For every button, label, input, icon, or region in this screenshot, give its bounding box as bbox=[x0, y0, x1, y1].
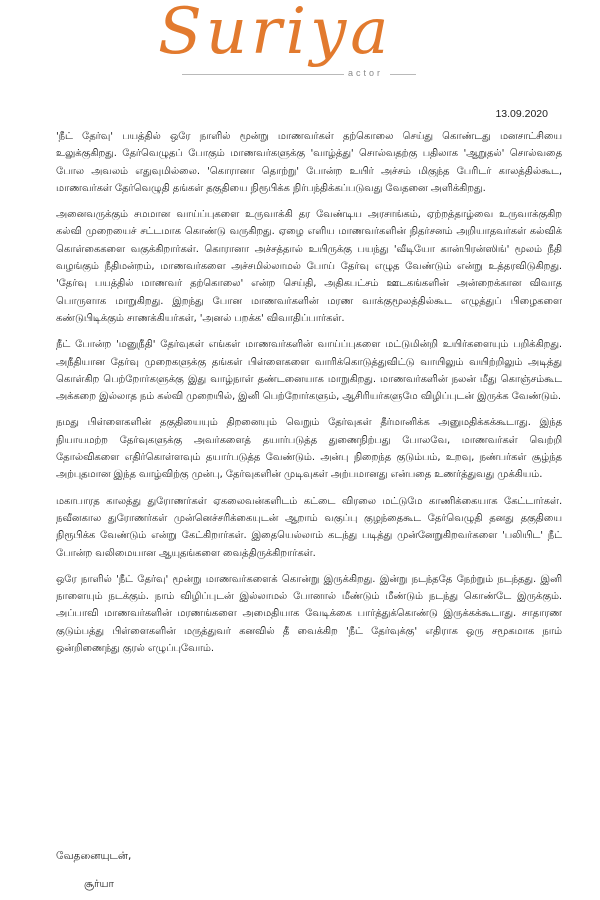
letter-date: 13.09.2020 bbox=[495, 108, 548, 120]
paragraph-6: ஒரே நாளில் 'நீட் தேர்வு' மூன்று மாணவர்களைக் கொன்று இருக்கிறது. இன்று நடந்ததே நேற்றும் நடந்தது. இனி நாளையும் நடக்கும். நாம் விழிப்புடன் இல்லாமல் போனால் மீண்டும் மீண்டும் நடந்து கொண்டே இருக்கும். அப்பாவி மாணவர்களின் மரணங்களை அமைதியாக வேடிக்கை பார்த்துக்கொண்டு இருக்கக்கூடாது. சாதாரண குடும்பத்து பிள்ளைகளின் மருத்துவர் கனவில் தீ வைக்கிற 'நீட் தேர்வுக்கு' எதிராக ஒரு சமூகமாக நாம் ஒன்றிணைந்து குரல் எழுப்புவோம். bbox=[56, 573, 562, 655]
paragraph-4: நமது பிள்ளைகளின் தகுதியையும் திறனையும் வெறும் தேர்வுகள் தீர்மானிக்க அனுமதிக்கக்கூடாது. இந்த நியாயமற்ற தேர்வுகளுக்கு அவர்களைத் தயார்படுத்த துணைநிற்பது போலவே, மாணவர்கள் வெற்றி தோல்விகளை எதிர்கொள்ளவும் தயார்படுத்த வேண்டும். அன்பு நிறைந்த குடும்பம், உறவு, நண்பர்கள் சூழ்ந்த அற்புதமான இந்த வாழ்விற்கு முன்பு, தேர்வுகளின் முடிவுகள் அற்பமானது என்பதை உணர்த்துவது முக்கியம். bbox=[56, 417, 562, 481]
paragraph-5: மகாபாரத காலத்து துரோணர்கள் ஏகலைவன்களிடம் கட்டை விரலை மட்டுமே காணிக்கையாக கேட்டார்கள். நவீனகால துரோணர்கள் முன்னெச்சரிக்கையுடன் ஆறாம் வகுப்பு குழந்தைகூட தேர்வெழுதி தனது தகுதியை நிரூபிக்க வேண்டும் என்று கேட்கிறார்கள். இதையெல்லாம் கடந்து படித்து முன்னேறுகிறவர்களை 'பலியிட' நீட் போன்ற வலிமையான ஆயுதங்களை வைத்திருக்கிறார்கள். bbox=[56, 495, 562, 559]
logo-rule-right bbox=[390, 74, 416, 75]
paragraph-1: 'நீட் தேர்வு' பயத்தில் ஒரே நாளில் மூன்று மாணவர்கள் தற்கொலை செய்து கொண்டது மனசாட்சியை உலுக்குகிறது. தேர்வெழுதப் போகும் மாணவர்களுக்கு 'வாழ்த்து' சொல்வதற்கு பதிலாக 'ஆறுதல்' சொல்வதை போல அவலம் எதுவுமில்லை. 'கொரானா தொற்று' போன்ற உயிர் அச்சம் மிகுந்த பேரிடர் காலத்தில்கூட, மாணவர்கள் தேர்வெழுதி தங்கள் தகுதியை நிரூபிக்க நிர்பந்திக்கப்படுவது வேதனை அளிக்கிறது. bbox=[56, 131, 562, 194]
letter-body bbox=[56, 128, 562, 666]
paragraph-3: நீட் போன்ற 'மனுநீதி' தேர்வுகள் எங்கள் மாணவர்களின் வாய்ப்புகளை மட்டுமின்றி உயிர்களையும் பறிக்கிறது. அநீதியான தேர்வு முறைகளுக்கு தங்கள் பிள்ளைகளை வாரிக்கொடுத்துவிட்டு வாயிலும் வயிற்றிலும் அடித்து கொள்கிற பெற்றோர்களுக்கு இது வாழ்நாள் தண்டனையாக மாறுகிறது. மாணவர்களின் நலன் மீது கொஞ்சம்கூட அக்கறை இல்லாத நம் கல்வி முறையில், இனி பெற்றோர்களும், ஆசிரியர்களுமே விழிப்புடன் இருக்க வேண்டும். bbox=[56, 339, 562, 403]
suriya-logo bbox=[158, 0, 418, 88]
paragraph-2: அனைவருக்கும் சமமான வாய்ப்புகளை உருவாக்கி தர வேண்டிய அரசாங்கம், ஏற்றத்தாழ்வை உருவாக்குகிற கல்வி முறையைச் சட்டமாக கொண்டு வருகிறது. ஏழை எளிய மாணவர்களின் நிதர்சனம் அறியாதவர்கள் கல்விக் கொள்கைகளை வகுக்கிறார்கள். கொரானா அச்சத்தால் உயிருக்கு பயந்து 'வீடியோ கான்பிரன்ஸிங்' மூலம் நீதி வழங்கும் நீதிமன்றம், மாணவர்களை அச்சமில்லாமல் போய் தேர்வு எழுத வேண்டும் என்று உத்தரவிடுகிறது. 'தேர்வு பயத்தில் மாணவர் தற்கொலை' என்ற செய்தி, அதிகபட்சம் ஊடகங்களின் அன்றைக்கான விவாத பொருளாக மாறுகிறது. இறந்து போன மாணவர்களின் மரண வாக்குமூலத்தில்கூட எழுத்துப் பிழைகளை கண்டுபிடிக்கும் சாணக்கியர்கள், 'அனல் பறக்க' விவாதிப்பார்கள். bbox=[56, 209, 562, 324]
signature: சூர்யா bbox=[84, 878, 115, 890]
logo-rule-left bbox=[182, 74, 344, 75]
logo-subtitle: actor bbox=[348, 68, 384, 78]
closing-line: வேதனையுடன், bbox=[56, 850, 132, 862]
logo-wordmark: Suriya bbox=[158, 0, 393, 69]
letterhead bbox=[0, 0, 600, 100]
